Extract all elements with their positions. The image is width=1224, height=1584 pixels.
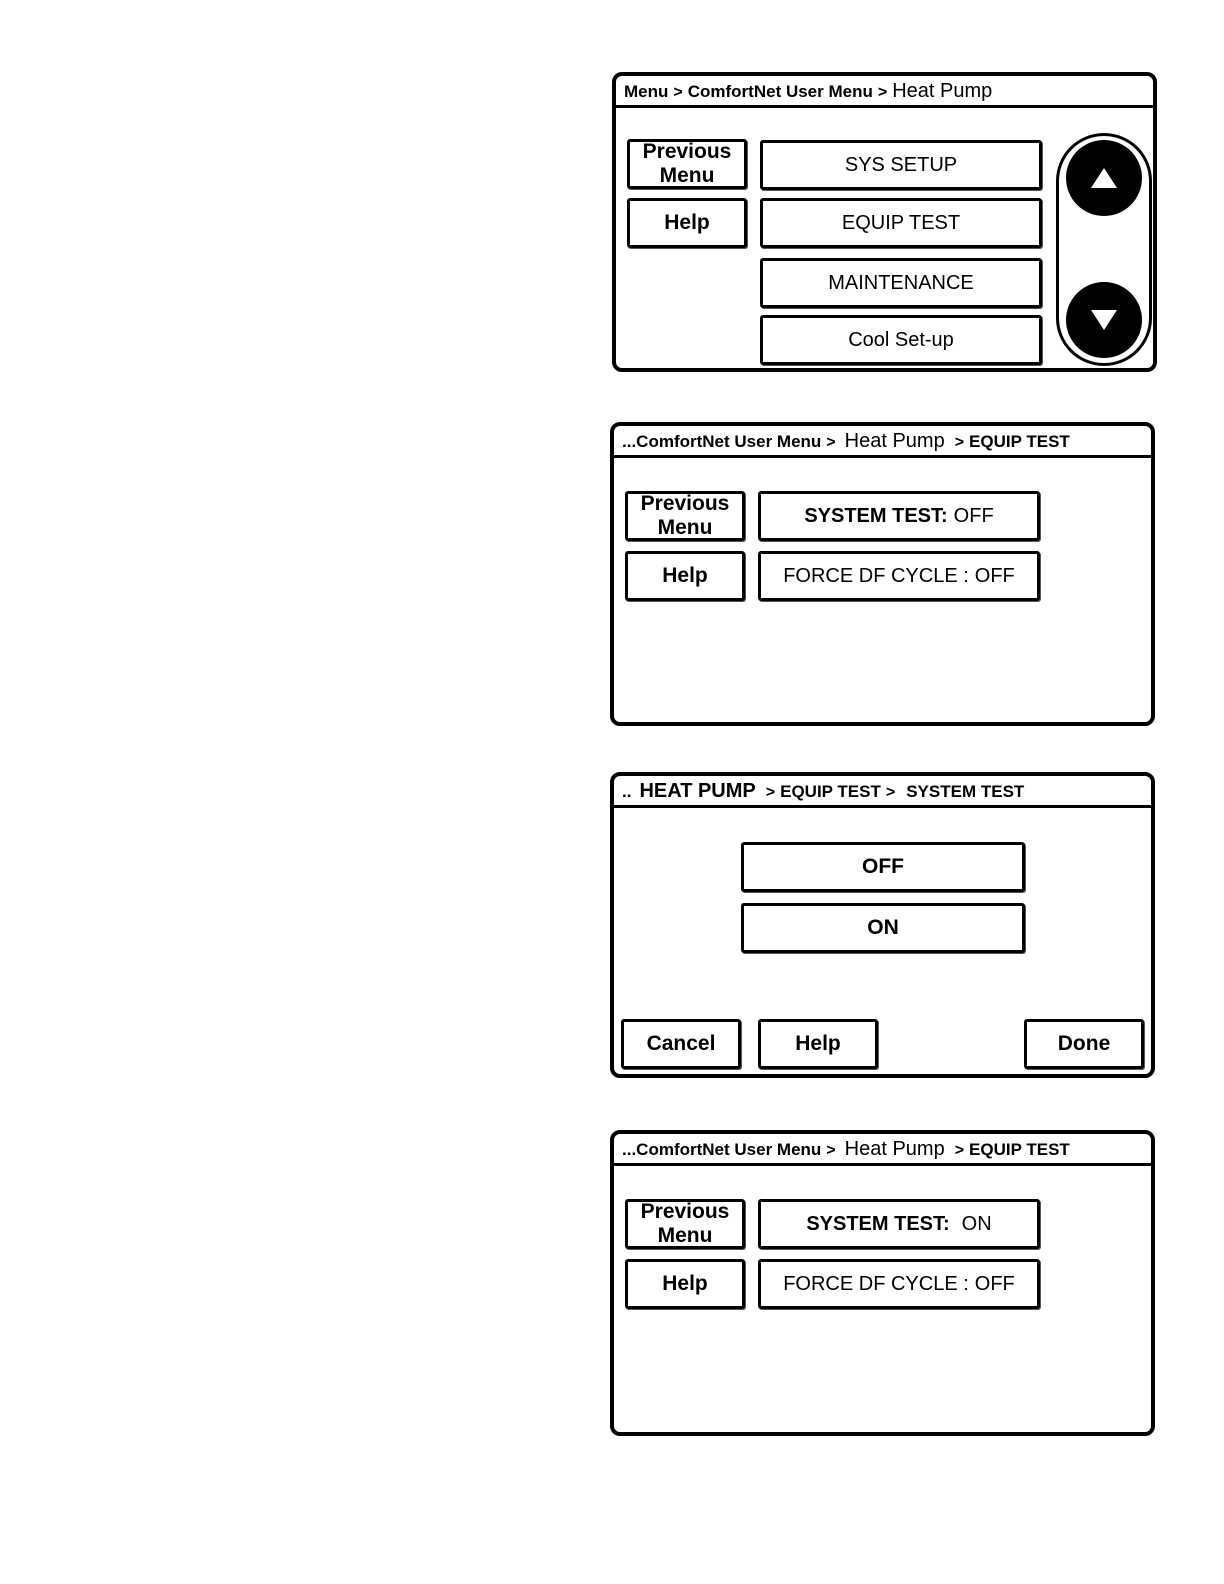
equip-test-screen-on	[610, 1130, 1155, 1436]
option-on-label: ON	[867, 916, 899, 939]
force-df-cycle-button[interactable]	[758, 1259, 1040, 1309]
breadcrumb	[616, 76, 1153, 108]
heat-pump-menu-screen	[612, 72, 1157, 372]
force-df-cycle-value: OFF	[974, 565, 1015, 587]
maintenance-label: MAINTENANCE	[828, 272, 974, 294]
help-button[interactable]	[758, 1019, 878, 1069]
triangle-up-icon	[1089, 166, 1119, 190]
previous-menu-label-line2: Menu	[657, 516, 713, 539]
system-test-select-screen	[610, 772, 1155, 1078]
help-label: Help	[662, 564, 708, 587]
option-off-label: OFF	[862, 855, 904, 878]
previous-menu-button[interactable]	[625, 491, 745, 541]
scroll-down-button[interactable]	[1066, 282, 1142, 358]
breadcrumb	[614, 1134, 1151, 1166]
previous-menu-label-line2: Menu	[657, 1224, 713, 1247]
breadcrumb-system-test: SYSTEM TEST	[906, 782, 1025, 801]
breadcrumb-comfortnet[interactable]: ...ComfortNet User Menu	[622, 432, 822, 451]
previous-menu-label-line1: Previous	[640, 492, 730, 515]
system-test-button[interactable]	[758, 491, 1040, 541]
breadcrumb-heat-pump[interactable]: Heat Pump	[844, 1138, 945, 1160]
system-test-label: SYSTEM TEST:	[806, 1213, 950, 1235]
cool-setup-button[interactable]	[760, 315, 1042, 365]
cancel-label: Cancel	[646, 1032, 716, 1055]
breadcrumb-separator: >	[885, 784, 896, 801]
force-df-cycle-label: FORCE DF CYCLE :	[783, 565, 969, 587]
system-test-value: OFF	[953, 505, 994, 527]
breadcrumb-separator: >	[826, 434, 836, 451]
help-label: Help	[664, 211, 710, 234]
previous-menu-button[interactable]	[627, 139, 747, 189]
done-label: Done	[1057, 1032, 1111, 1055]
breadcrumb-separator: >	[673, 84, 683, 101]
done-button[interactable]	[1024, 1019, 1144, 1069]
sys-setup-label: SYS SETUP	[844, 154, 958, 176]
scroll-up-button[interactable]	[1066, 140, 1142, 216]
option-off-button[interactable]	[741, 842, 1025, 892]
equip-test-screen-off	[610, 422, 1155, 726]
help-button[interactable]	[627, 198, 747, 248]
cool-setup-label: Cool Set-up	[848, 329, 954, 351]
breadcrumb-comfortnet[interactable]: ...ComfortNet User Menu	[622, 1140, 822, 1159]
breadcrumb-ellipsis: ..	[622, 782, 632, 801]
breadcrumb-heat-pump[interactable]: HEAT PUMP	[639, 780, 756, 802]
help-button[interactable]	[625, 1259, 745, 1309]
triangle-down-icon	[1089, 308, 1119, 332]
breadcrumb-equip-test: EQUIP TEST	[969, 432, 1070, 451]
breadcrumb-equip-test: EQUIP TEST	[969, 1140, 1070, 1159]
equip-test-label: EQUIP TEST	[841, 212, 961, 234]
breadcrumb-separator: >	[765, 784, 776, 801]
force-df-cycle-button[interactable]	[758, 551, 1040, 601]
help-label: Help	[662, 1272, 708, 1295]
breadcrumb	[614, 426, 1151, 458]
breadcrumb-equip-test[interactable]: EQUIP TEST	[780, 782, 881, 801]
force-df-cycle-value: OFF	[974, 1273, 1015, 1295]
system-test-value: ON	[961, 1213, 992, 1235]
breadcrumb-heat-pump[interactable]: Heat Pump	[844, 430, 945, 452]
previous-menu-label-line1: Previous	[642, 140, 732, 163]
equip-test-button[interactable]	[760, 198, 1042, 248]
breadcrumb-separator: >	[826, 1142, 836, 1159]
force-df-cycle-label: FORCE DF CYCLE :	[783, 1273, 969, 1295]
system-test-label: SYSTEM TEST:	[804, 505, 948, 527]
help-label: Help	[795, 1032, 841, 1055]
breadcrumb-separator: >	[954, 434, 965, 451]
previous-menu-button[interactable]	[625, 1199, 745, 1249]
breadcrumb-menu[interactable]: Menu	[624, 82, 669, 101]
system-test-button[interactable]	[758, 1199, 1040, 1249]
breadcrumb	[614, 776, 1151, 808]
breadcrumb-heat-pump: Heat Pump	[892, 80, 993, 102]
previous-menu-label-line2: Menu	[659, 164, 715, 187]
breadcrumb-separator: >	[954, 1142, 965, 1159]
breadcrumb-comfortnet[interactable]: ComfortNet User Menu	[687, 82, 873, 101]
option-on-button[interactable]	[741, 903, 1025, 953]
help-button[interactable]	[625, 551, 745, 601]
breadcrumb-separator: >	[877, 84, 888, 101]
previous-menu-label-line1: Previous	[640, 1200, 730, 1223]
sys-setup-button[interactable]	[760, 140, 1042, 190]
cancel-button[interactable]	[621, 1019, 741, 1069]
maintenance-button[interactable]	[760, 258, 1042, 308]
